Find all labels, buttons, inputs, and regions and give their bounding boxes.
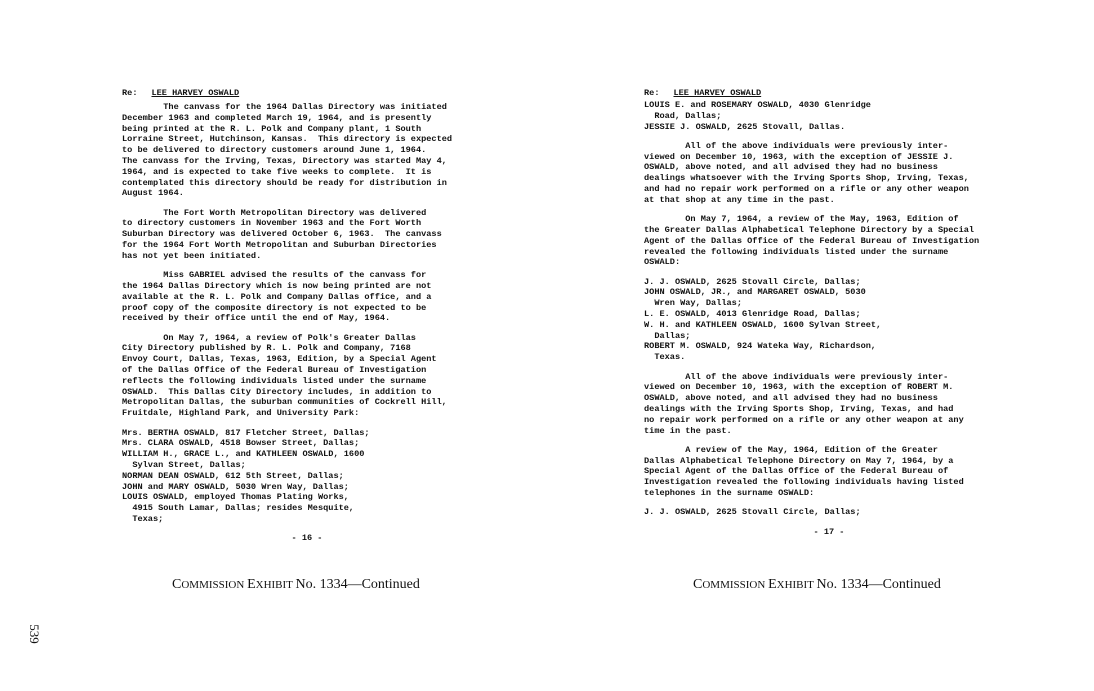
text-line: Special Agent of the Dallas Office of the Federal Bureau of: [644, 466, 949, 477]
text-line: August 1964.: [122, 188, 184, 199]
text-line: reflects the following individuals listed under the surname: [122, 375, 427, 386]
re-label: Re:: [644, 88, 660, 98]
text-line: Lorraine Street, Hutchinson, Kansas. This directory is expected: [122, 134, 453, 145]
name-list: [644, 507, 1014, 518]
name-list: [122, 428, 492, 525]
text-line: ROBERT M. OSWALD, 924 Wateka Way, Richardson,: [644, 341, 877, 352]
paragraph: [122, 102, 492, 199]
text-line: All of the above individuals were previously inter-: [644, 140, 949, 151]
text-line: Agent of the Dallas Office of the Federal Bureau of Investigation: [644, 235, 980, 246]
margin-page-number: 539: [26, 624, 42, 644]
text-line: received by their office until the end of May, 1964.: [122, 313, 391, 324]
text-line: WILLIAM H., GRACE L., and KATHLEEN OSWALD, 1600: [122, 449, 365, 460]
text-line: Fruitdale, Highland Park, and University Park:: [122, 408, 360, 419]
text-line: to be delivered to directory customers around June 1, 1964.: [122, 145, 427, 156]
text-line: OSWALD. This Dallas City Directory includes, in addition to: [122, 386, 432, 397]
text-line: to directory customers in November 1963 and the Fort Worth: [122, 218, 422, 229]
text-line: On May 7, 1964, a review of the May, 1963, Edition of: [644, 214, 959, 225]
text-line: Miss GABRIEL advised the results of the canvass for: [122, 270, 427, 281]
paragraph: [644, 141, 1014, 206]
re-subject: LEE HARVEY OSWALD: [673, 88, 762, 98]
paragraph: [644, 214, 1014, 268]
text-line: Sylvan Street, Dallas;: [122, 459, 246, 470]
text-line: the 1964 Dallas Directory which is now being printed are not: [122, 280, 432, 291]
text-line: Suburban Directory was delivered October 6, 1963. The canvass: [122, 229, 442, 240]
text-line: A review of the May, 1964, Edition of the Greater: [644, 444, 938, 455]
text-line: contemplated this directory should be ready for distribution in: [122, 177, 447, 188]
text-line: of the Dallas Office of the Federal Bureau of Investigation: [122, 365, 427, 376]
text-line: viewed on December 10, 1963, with the exception of ROBERT M.: [644, 382, 954, 393]
text-line: and had no repair work performed on a rifle or any other weapon: [644, 184, 969, 195]
text-line: the Greater Dallas Alphabetical Telephone Directory by a Special: [644, 224, 975, 235]
page-number: - 17 -: [813, 526, 845, 537]
page-number: - 16 -: [291, 533, 323, 544]
text-line: time in the past.: [644, 425, 732, 436]
text-line: LOUIS E. and ROSEMARY OSWALD, 4030 Glenridge: [644, 100, 871, 110]
text-line: JESSIE J. OSWALD, 2625 Stovall, Dallas.: [644, 121, 846, 132]
text-line: has not yet been initiated.: [122, 250, 262, 261]
text-line: available at the R. L. Polk and Company Dallas office, and a: [122, 291, 432, 302]
right-page: [644, 88, 1014, 537]
text-line: Texas.: [644, 352, 686, 363]
text-line: Wren Way, Dallas;: [644, 298, 742, 309]
text-line: for the 1964 Fort Worth Metropolitan and Suburban Directories: [122, 240, 437, 251]
text-line: LOUIS OSWALD, employed Thomas Plating Works,: [122, 492, 349, 503]
text-line: no repair work performed on a rifle or any other weapon at any: [644, 414, 964, 425]
text-line: All of the above individuals were previously inter-: [644, 371, 949, 382]
text-line: J. J. OSWALD, 2625 Stovall Circle, Dallas;: [644, 507, 861, 518]
paragraph: [122, 333, 492, 419]
text-line: On May 7, 1964, a review of Polk's Greater Dallas: [122, 332, 416, 343]
text-line: being printed at the R. L. Polk and Company plant, 1 South: [122, 123, 422, 134]
name-list: [644, 277, 1014, 363]
paragraph: [644, 372, 1014, 437]
text-line: Mrs. BERTHA OSWALD, 817 Fletcher Street, Dallas;: [122, 427, 370, 438]
text-line: The Fort Worth Metropolitan Directory was delivered: [122, 207, 427, 218]
paragraph: [122, 208, 492, 262]
text-line: NORMAN DEAN OSWALD, 612 5th Street, Dallas;: [122, 470, 344, 481]
exhibit-caption: COMMISSION EXHIBIT No. 1334—Continued: [172, 577, 420, 592]
text-line: Road, Dallas;: [644, 110, 722, 121]
re-line: [122, 88, 492, 102]
exhibit-caption: COMMISSION EXHIBIT No. 1334—Continued: [693, 577, 941, 592]
text-line: City Directory published by R. L. Polk and Company, 7168: [122, 343, 411, 354]
text-line: Dallas;: [644, 330, 691, 341]
text-line: The canvass for the 1964 Dallas Directory was initiated: [122, 102, 447, 112]
text-line: Dallas Alphabetical Telephone Directory on May 7, 1964, by a: [644, 455, 954, 466]
text-line: proof copy of the composite directory is not expected to be: [122, 302, 427, 313]
name-list: [644, 100, 1014, 132]
text-line: L. E. OSWALD, 4013 Glenridge Road, Dallas;: [644, 309, 861, 320]
text-line: OSWALD, above noted, and all advised they had no business: [644, 393, 938, 404]
text-line: Metropolitan Dallas, the suburban communities of Cockrell Hill,: [122, 397, 447, 408]
text-line: Envoy Court, Dallas, Texas, 1963, Edition, by a Special Agent: [122, 354, 437, 365]
paragraph: [644, 445, 1014, 499]
text-line: December 1963 and completed March 19, 1964, and is presently: [122, 112, 432, 123]
text-line: W. H. and KATHLEEN OSWALD, 1600 Sylvan Street,: [644, 319, 882, 330]
paragraph: [122, 270, 492, 324]
text-line: Investigation revealed the following individuals having listed: [644, 477, 964, 488]
text-line: OSWALD:: [644, 257, 681, 268]
text-line: dealings with the Irving Sports Shop, Irving, Texas, and had: [644, 403, 954, 414]
text-line: JOHN OSWALD, JR., and MARGARET OSWALD, 5030: [644, 287, 866, 298]
re-label: Re:: [122, 88, 138, 98]
text-line: dealings whatsoever with the Irving Sports Shop, Irving, Texas,: [644, 173, 969, 184]
text-line: 4915 South Lamar, Dallas; resides Mesquite,: [122, 503, 355, 514]
text-line: J. J. OSWALD, 2625 Stovall Circle, Dallas;: [644, 276, 861, 287]
text-line: 1964, and is expected to take five weeks to complete. It is: [122, 166, 432, 177]
text-line: at that shop at any time in the past.: [644, 194, 835, 205]
re-subject: LEE HARVEY OSWALD: [151, 88, 240, 98]
left-page: [122, 88, 492, 543]
text-line: Mrs. CLARA OSWALD, 4518 Bowser Street, Dallas;: [122, 438, 360, 449]
text-line: telephones in the surname OSWALD:: [644, 488, 815, 498]
text-line: The canvass for the Irving, Texas, Directory was started May 4,: [122, 155, 447, 166]
text-line: revealed the following individuals listed under the surname: [644, 246, 949, 257]
text-line: OSWALD, above noted, and all advised they had no business: [644, 162, 938, 173]
text-line: viewed on December 10, 1963, with the exception of JESSIE J.: [644, 151, 954, 162]
text-line: Texas;: [122, 513, 164, 524]
text-line: JOHN and MARY OSWALD, 5030 Wren Way, Dallas;: [122, 481, 349, 492]
